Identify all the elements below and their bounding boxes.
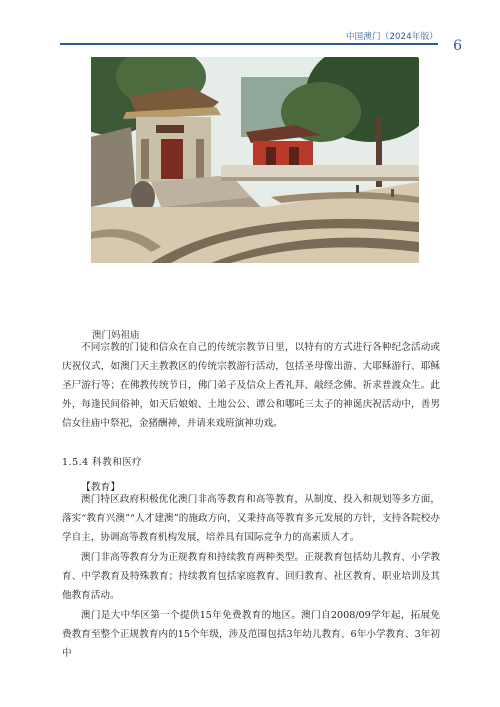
paragraph-religious-festivals: 不同宗教的门徒和信众在自己的传统宗教节日里，以特有的方式进行各种纪念活动或庆祝仪式，如澳门天主教教区的传统宗教游行活动，包括圣母像出游、大耶稣游行、耶稣圣尸游行等；在佛教传统节日，佛门弟子及信众上香礼拜、敲经念佛、祈求普渡众生。此外，每逢民间俗神，如天后娘娘、土地公公、谭公和哪吒三太子的神诞庆祝活动中，善男信女往庙中祭祀，金猪酬神，并请来戏班演神功戏。: [62, 342, 440, 429]
paragraph-education-types: 澳门非高等教育分为正规教育和持续教育两种类型。正规教育包括幼儿教育、小学教育、中学教育及特殊教育；持续教育包括家庭教育、回归教育、社区教育、职业培训及其他教育活动。: [62, 552, 440, 601]
temple-photo-illustration: [91, 57, 419, 263]
header-title: 中国澳门（2024年版）: [345, 32, 438, 42]
paragraph-free-education: 澳门是大中华区第一个提供15年免费教育的地区。澳门自2008/09学年起，拓展免费教育至整个正规教育内的15个年级，涉及范围包括3年幼儿教育、6年小学教育、3年初中: [62, 610, 440, 659]
header-rule: [60, 43, 438, 45]
page-number: 6: [453, 38, 462, 54]
section-heading: 1.5.4 科教和医疗: [62, 457, 143, 468]
temple-photo: [91, 57, 419, 263]
figure-caption: 澳门妈祖庙: [92, 330, 140, 341]
paragraph-education-policy: 澳门特区政府积极优化澳门非高等教育和高等教育，从制度、投入和规划等多方面，落实“教育兴澳”“人才建澳”的施政方向，又秉持高等教育多元发展的方针，支持各院校办学自主，协调高等教育机构发展，培养具有国际竞争力的高素质人才。: [62, 494, 440, 543]
subheading-education: 【教育】: [81, 482, 121, 493]
